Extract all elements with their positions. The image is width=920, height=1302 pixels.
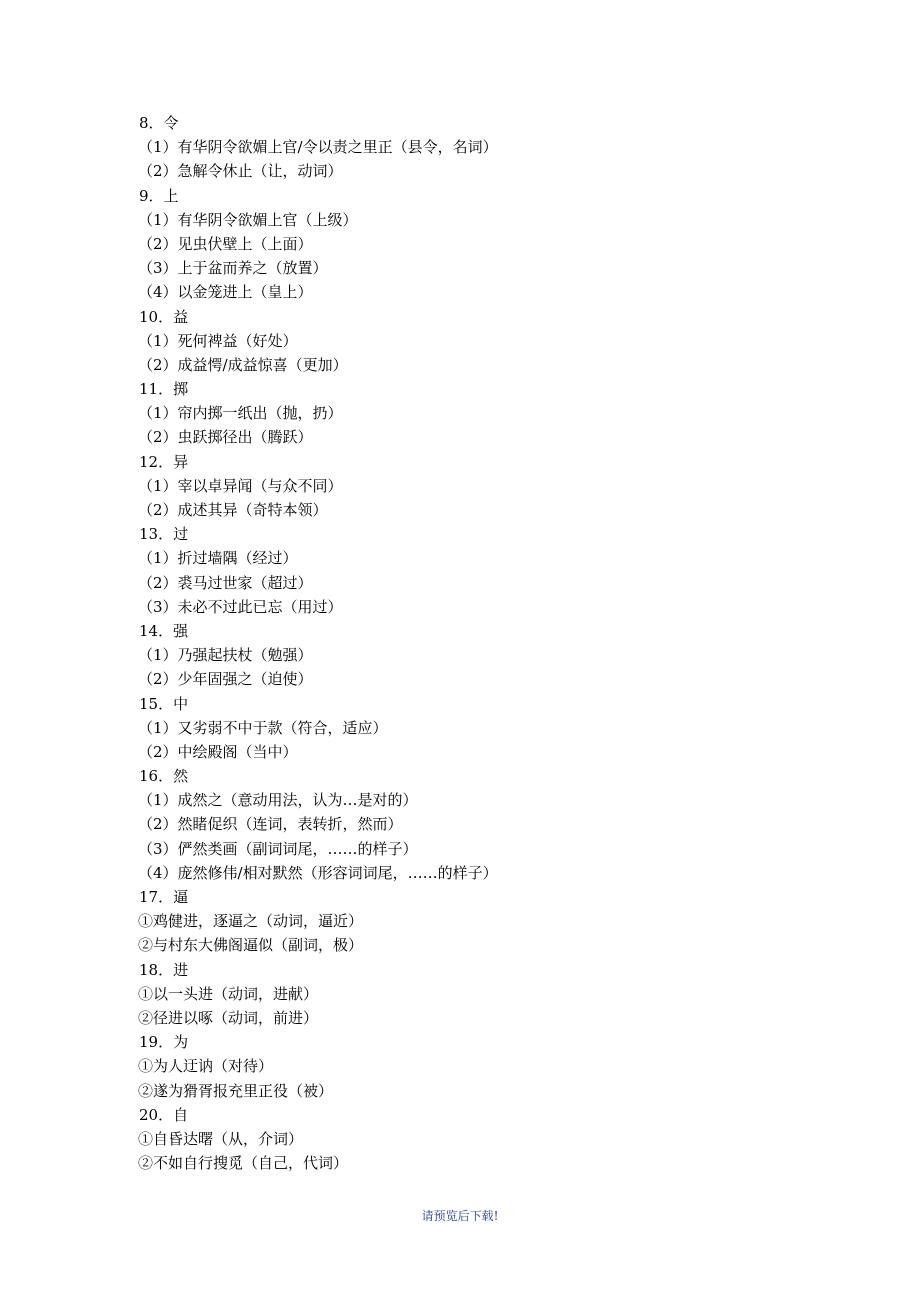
entry-item: （1）有华阴令欲媚上官（上级）: [138, 210, 358, 229]
entry-heading: 16．然: [139, 767, 189, 786]
entry-item: （1）帘内掷一纸出（抛，扔）: [138, 404, 343, 423]
entry-item: ②不如自行搜觅（自己，代词）: [138, 1154, 349, 1173]
entry-item: （2）成述其异（奇特本领）: [138, 501, 328, 519]
entry-item: （1）乃强起扶杖（勉强）: [138, 646, 313, 665]
entry-item: ②径进以啄（动词，前进）: [138, 1008, 319, 1027]
entry-heading: 14．强: [139, 621, 189, 640]
entry-heading: 9．上: [139, 186, 179, 205]
entry-item: （2）成益愕/成益惊喜（更加）: [138, 355, 348, 374]
entry-item: （1）宰以卓异闻（与众不同）: [138, 476, 343, 495]
entry-item: （3）俨然类画（副词词尾，……的样子）: [138, 839, 418, 858]
entry-item: （2）然睹促织（连词，表转折，然而）: [138, 815, 403, 834]
entry-item: （2）裘马过世家（超过）: [138, 573, 313, 592]
entry-item: （2）见虫伏壁上（上面）: [138, 234, 313, 253]
entry-item: （2）少年固强之（迫使）: [138, 670, 313, 689]
document-body: [138, 111, 878, 1175]
entry-item: （1）折过墙隅（经过）: [138, 549, 298, 568]
entry-heading: 17．逼: [139, 888, 189, 906]
entry-item: （2）虫跃掷径出（腾跃）: [138, 428, 313, 447]
entry-item: （1）有华阴令欲媚上官/令以责之里正（县令，名词）: [138, 138, 498, 157]
entry-item: （1）死何裨益（好处）: [138, 331, 298, 350]
entry-item: （3）未必不过此已忘（用过）: [138, 597, 343, 616]
entry-heading: 20．自: [139, 1105, 189, 1124]
entry-heading: 8．令: [139, 114, 179, 132]
entry-item: （3）上于盆而养之（放置）: [138, 259, 328, 278]
entry-item: （1）又劣弱不中于款（符合，适应）: [138, 718, 388, 737]
entry-heading: 10．益: [139, 307, 189, 326]
entry-item: （2）中绘殿阁（当中）: [138, 742, 298, 761]
entry-item: ①鸡健进，逐逼之（动词，逼近）: [138, 912, 364, 931]
entry-heading: 18．进: [139, 960, 189, 979]
entry-item: （2）急解令休止（让，动词）: [138, 162, 343, 181]
entry-item: （1）成然之（意动用法，认为…是对的）: [138, 791, 418, 810]
entry-heading: 15．中: [139, 694, 189, 713]
entry-heading: 13．过: [139, 525, 189, 544]
entry-heading: 19．为: [139, 1033, 189, 1052]
entry-item: （4）以金笼进上（皇上）: [138, 283, 313, 302]
entry-item: ②遂为猾胥报充里正役（被）: [138, 1081, 334, 1100]
entry-item: ①为人迂讷（对待）: [138, 1057, 274, 1076]
entry-item: ②与村东大佛阁逼似（副词，极）: [138, 936, 364, 955]
entry-item: （4）庞然修伟/相对默然（形容词词尾，……的样子）: [138, 863, 498, 882]
entry-item: ①自昏达曙（从，介词）: [138, 1129, 304, 1148]
download-notice: 请预览后下载!: [421, 1209, 499, 1223]
entry-heading: 12．异: [139, 452, 189, 471]
entry-heading: 11．掷: [139, 380, 189, 399]
entry-item: ①以一头进（动词，进献）: [138, 984, 319, 1003]
